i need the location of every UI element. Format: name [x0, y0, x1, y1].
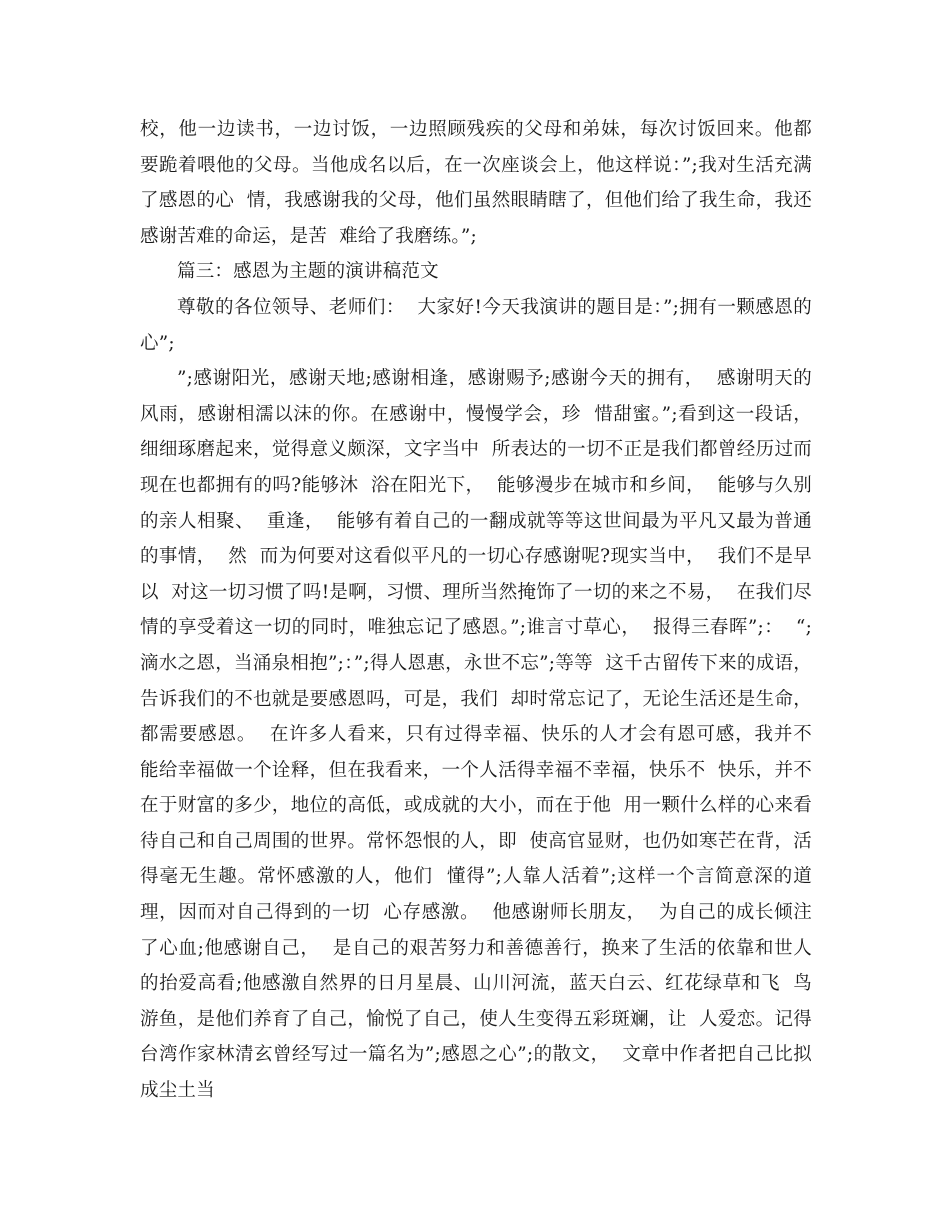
paragraph-1: 校，他一边读书，一边讨饭，一边照顾残疾的父母和弟妹，每次讨饭回来。他都要跪着喂他的父母。当他成名以后，在一次座谈会上，他这样说：”;我对生活充满了感恩的心 情，我感谢我的父母，他们虽然眼睛瞎了，但他们给了我生命，我还感谢苦难的命运，是苦 难给了我磨练。”; — [140, 119, 812, 247]
paragraph-2: 尊敬的各位领导、老师们： 大家好!今天我演讲的题目是：”;拥有一颗感恩的心”; — [140, 296, 812, 354]
section-heading: 篇三：感恩为主题的演讲稿范文 — [177, 261, 439, 283]
document-page — [140, 112, 825, 1109]
paragraph-3: ”;感谢阳光，感谢天地;感谢相逢，感谢赐予;感谢今天的拥有， 感谢明天的风雨，感谢相濡以沫的你。在感谢中，慢慢学会，珍 惜甜蜜。”;看到这一段话，细细琢磨起来，觉得意义颇深，文字当中 所表达的一切不正是我们都曾经历过而现在也都拥有的吗?能够沐 浴在阳光下， 能够漫步在城市和乡间， 能够与久别的亲人相聚、 重逢， 能够有着自己的一翻成就等等这世间最为平凡又最为普通的事情， 然 而为何要对这看似平凡的一切心存感谢呢?现实当中， 我们不是早以 对这一切习惯了吗!是啊，习惯、理所当然掩饰了一切的来之不易， 在我们尽情的享受着这一切的同时，唯独忘记了感恩。”;谁言寸草心， 报得三春晖”;： “;滴水之恩，当涌泉相抱”;：”;得人恩惠，永世不忘”;等等 这千古留传下来的成语，告诉我们的不也就是要感恩吗，可是，我们 却时常忘记了，无论生活还是生命，都需要感恩。 在许多人看来，只有过得幸福、快乐的人才会有恩可感，我并不 能给幸福做一个诠释，但在我看来，一个人活得幸福不幸福，快乐不 快乐，并不在于财富的多少，地位的高低，或成就的大小，而在于他 用一颗什么样的心来看待自己和自己周围的世界。常怀怨恨的人，即 使高官显财，也仍如寒芒在背，活得毫无生趣。常怀感激的人，他们 懂得”;人靠人活着”;这样一个言简意深的道理，因而对自己得到的一切 心存感激。 他感谢师长朋友， 为自己的成长倾注了心血;他感谢自己， 是自己的艰苦努力和善德善行，换来了生活的依靠和世人的抬爱高看;他感激自然界的日月星晨、山川河流，蓝天白云、红花绿草和飞 鸟游鱼，是他们养育了自己，愉悦了自己，使人生变得五彩斑斓，让 人爱恋。记得台湾作家林清玄曾经写过一篇名为”;感恩之心”;的散文， 文章中作者把自己比拟成尘土当 — [140, 368, 825, 1102]
